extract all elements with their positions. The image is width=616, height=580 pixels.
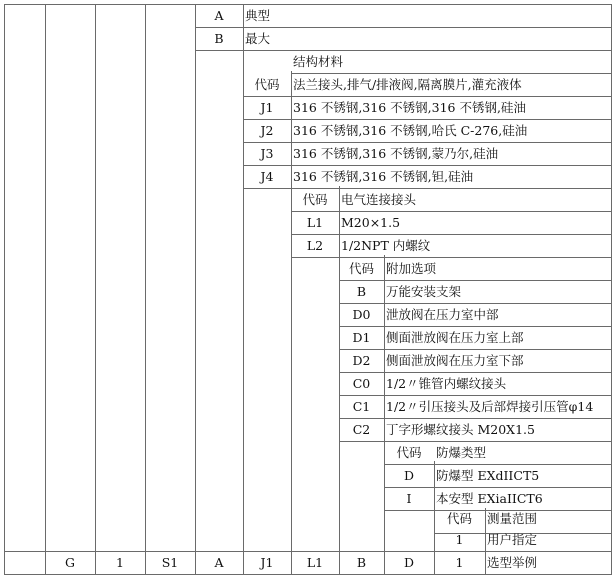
- option-text: 泄放阀在压力室中部: [386, 307, 499, 322]
- example-cell: G: [65, 555, 75, 570]
- option-text: 万能安装支架: [386, 284, 462, 299]
- electrical-code: L1: [306, 215, 324, 230]
- material-code: J3: [260, 146, 274, 161]
- material-code: J4: [260, 169, 274, 184]
- option-a-text: 典型: [245, 8, 271, 23]
- option-text: 丁字形螺纹接头 M20X1.5: [386, 422, 535, 437]
- option-text: 1/2〃引压接头及后部焊接引压管φ14: [386, 399, 594, 414]
- option-code: D0: [352, 307, 371, 322]
- option-code: D2: [352, 353, 371, 368]
- range-title: 测量范围: [487, 511, 538, 526]
- option-b-code: B: [214, 31, 224, 46]
- option-code: C2: [352, 422, 371, 437]
- option-code: D1: [352, 330, 371, 345]
- explosion-text: 本安型 EXiaIICT6: [436, 491, 543, 506]
- grid-line: [195, 4, 196, 575]
- explosion-code: I: [406, 491, 412, 506]
- explosion-title: 防爆类型: [436, 445, 487, 460]
- material-text: 316 不锈钢,316 不锈钢,蒙乃尔,硅油: [293, 146, 499, 161]
- grid-line: [95, 4, 96, 575]
- example-label: 选型举例: [487, 555, 538, 570]
- electrical-text: M20×1.5: [341, 215, 401, 230]
- options-title: 附加选项: [386, 261, 437, 276]
- option-code: C0: [352, 376, 371, 391]
- option-a-code: A: [214, 8, 224, 23]
- option-code: C1: [352, 399, 371, 414]
- option-text: 1/2〃锥管内螺纹接头: [386, 376, 507, 391]
- grid-line: [4, 574, 612, 575]
- example-cell: 1: [116, 555, 124, 570]
- range-code-header: 代码: [446, 511, 472, 526]
- range-text: 用户指定: [487, 532, 538, 547]
- materials-desc-header: 法兰接头,排气/排液阀,隔离膜片,灌充液体: [293, 77, 522, 92]
- option-text: 侧面泄放阀在压力室上部: [386, 330, 524, 345]
- materials-code-header: 代码: [254, 77, 280, 92]
- option-b-text: 最大: [245, 31, 271, 46]
- grid-line: [4, 4, 5, 575]
- electrical-code: L2: [306, 238, 324, 253]
- example-cell: A: [214, 555, 224, 570]
- grid-line: [45, 4, 46, 575]
- material-code: J2: [260, 123, 274, 138]
- example-cell: D: [403, 555, 415, 570]
- example-cell: S1: [161, 555, 179, 570]
- range-code: 1: [455, 532, 464, 547]
- grid-line: [611, 4, 612, 575]
- explosion-code: D: [403, 468, 415, 483]
- explosion-code-header: 代码: [396, 445, 422, 460]
- electrical-text: 1/2NPT 内螺纹: [341, 238, 431, 253]
- grid-line: [145, 4, 146, 575]
- option-code: B: [356, 284, 367, 299]
- electrical-code-header: 代码: [302, 192, 328, 207]
- example-cell: L1: [306, 555, 324, 570]
- electrical-title: 电气连接接头: [341, 192, 417, 207]
- explosion-text: 防爆型 EXdIICT5: [436, 468, 540, 483]
- material-text: 316 不锈钢,316 不锈钢,钽,硅油: [293, 169, 474, 184]
- options-code-header: 代码: [348, 261, 374, 276]
- materials-title: 结构材料: [293, 54, 344, 69]
- example-cell: J1: [260, 555, 274, 570]
- example-cell: 1: [455, 555, 464, 570]
- material-text: 316 不锈钢,316 不锈钢,316 不锈钢,硅油: [293, 100, 526, 115]
- material-text: 316 不锈钢,316 不锈钢,哈氏 C-276,硅油: [293, 123, 528, 138]
- material-code: J1: [260, 100, 274, 115]
- option-text: 侧面泄放阀在压力室下部: [386, 353, 524, 368]
- example-cell: B: [356, 555, 367, 570]
